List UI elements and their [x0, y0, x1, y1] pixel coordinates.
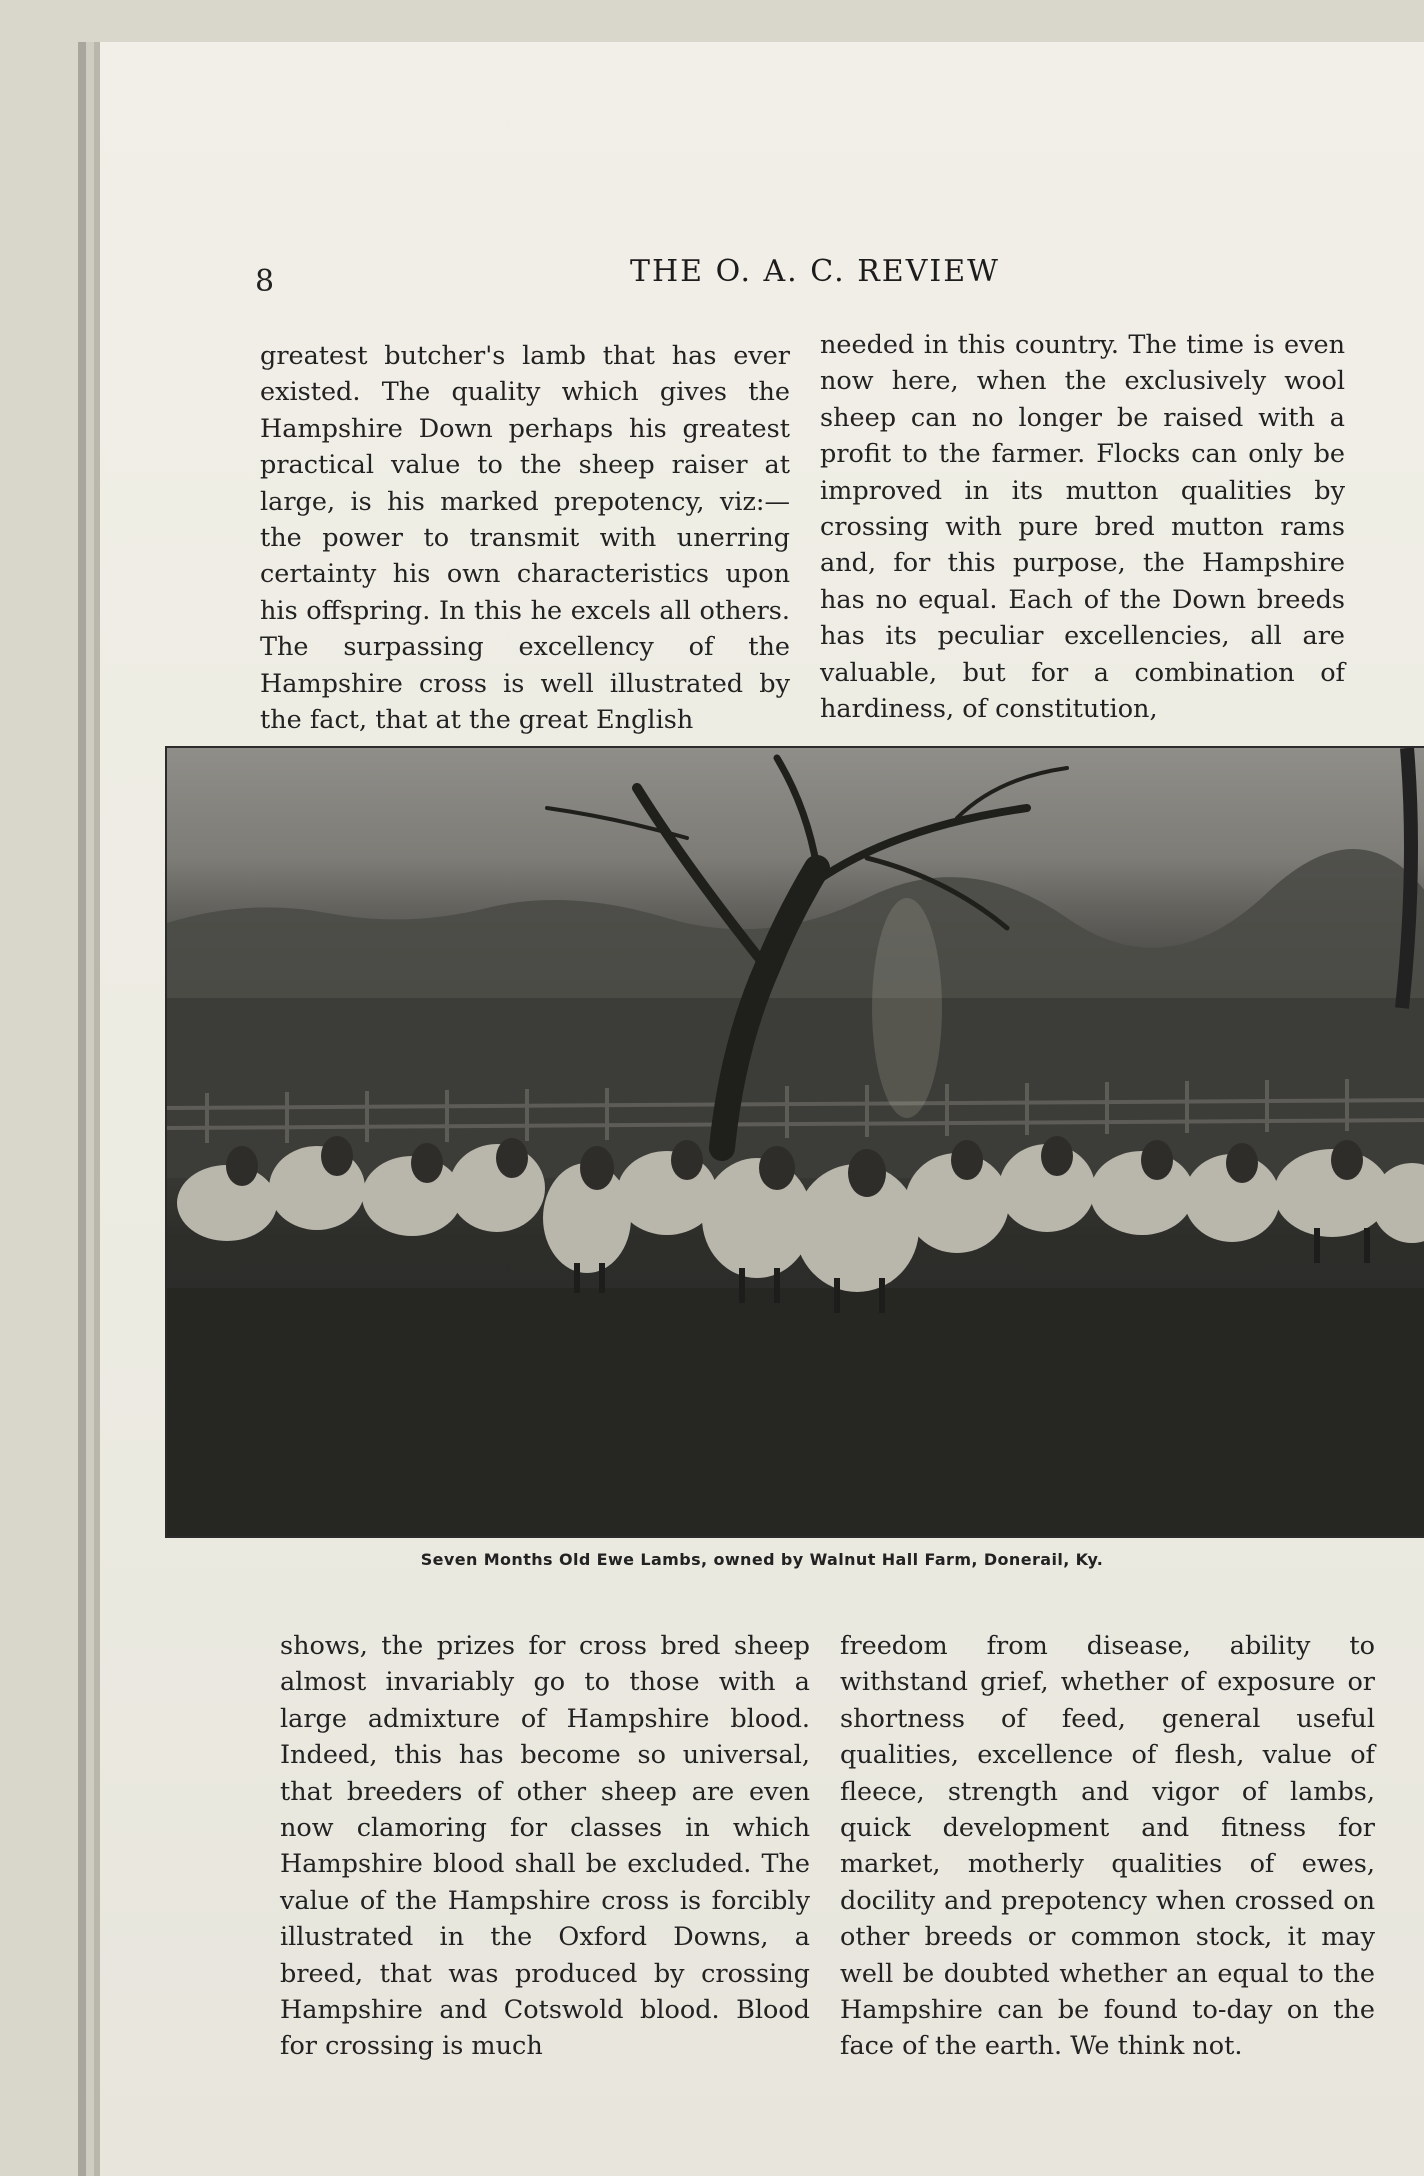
text-column-bottom-left: shows, the prizes for cross bred sheep almost invariably go to those with a large admixture of Hampshire blood. Indeed, this has become so universal, that breeders of other sheep are even now clamoring for classes in which Hampshire blood shall be excluded. The value of the Hampshire cross is forcibly illustrated in the Oxford Downs, a breed, that was produced by crossing Hampshire and Cotswold blood. Blood for crossing is much	[280, 1631, 810, 2062]
text-column-bottom-right: freedom from disease, ability to withstand grief, whether of exposure or shortness of feed, general useful qualities, excellence of flesh, value of fleece, strength and vigor of lambs, quick development and fitness for market, motherly qualities of ewes, docility and prepotency when crossed on other breeds or common stock, it may well be doubted whether an equal to the Hampshire can be found to-day on the face of the earth. We think not.	[840, 1631, 1375, 2062]
page-number: 8	[255, 264, 275, 299]
page-content	[100, 42, 1424, 2176]
magazine-page	[100, 42, 1424, 2176]
text-column-top-left: greatest butcher's lamb that has ever existed. The quality which gives the Hampshire Down perhaps his greatest practical value to the sheep raiser at large, is his marked prepotency, viz:— the power to transmit with unerring certainty his own characteristics upon his offspring. In this he excels all others. The surpassing excellency of the Hampshire cross is well illustrated by the fact, that at the great English	[260, 341, 790, 736]
photo-illustration	[167, 748, 1424, 1536]
running-head	[100, 242, 1424, 302]
photo-caption: Seven Months Old Ewe Lambs, owned by Walnut Hall Farm, Donerail, Ky.	[420, 1550, 1104, 1569]
journal-title: THE O. A. C. REVIEW	[630, 254, 1000, 289]
text-column-top-right: needed in this country. The time is even now here, when the exclusively wool sheep can no longer be raised with a profit to the farmer. Flocks can only be improved in its mutton qualities by crossing with pure bred mutton rams and, for this purpose, the Hampshire has no equal. Each of the Down breeds has its peculiar excellencies, all are valuable, but for a combination of hardiness, of constitution,	[820, 330, 1345, 725]
sheep-flock-photo	[165, 746, 1424, 1538]
